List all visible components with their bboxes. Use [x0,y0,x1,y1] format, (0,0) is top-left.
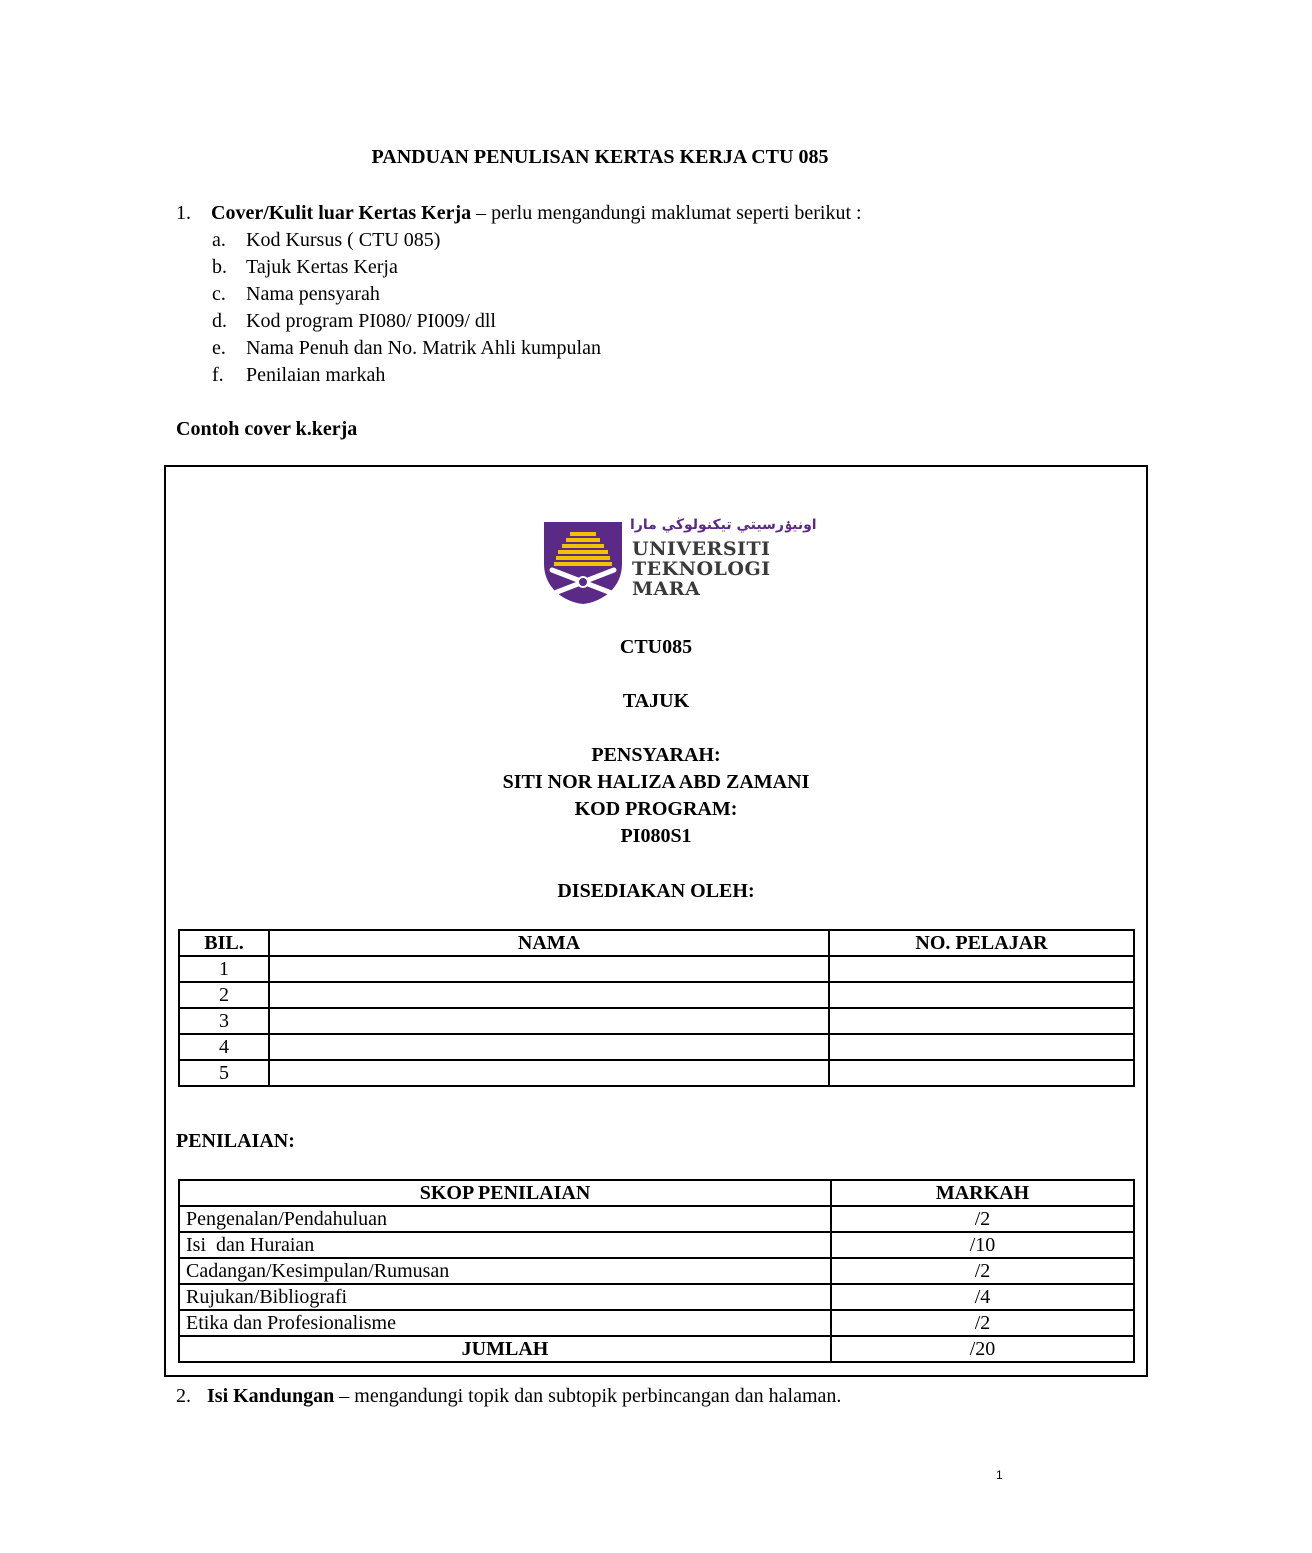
nama-cell[interactable] [269,982,829,1008]
list-item [212,282,380,306]
list-letter: a. [212,229,226,251]
list-item [212,228,440,252]
list-letter: b. [212,256,227,278]
list-text: Penilaian markah [246,364,386,386]
skop-cell: Etika dan Profesionalisme [179,1310,831,1336]
header-nama: NAMA [269,930,829,956]
section-1-number: 1. [176,202,191,224]
cover-course-code: CTU085 [619,636,693,658]
cover-pensyarah-name: SITI NOR HALIZA ABD ZAMANI [502,771,810,793]
logo-wordmark [632,539,771,599]
row-number: 5 [179,1060,269,1086]
cover-pensyarah-label: PENSYARAH: [591,744,721,766]
section-2-description: – mengandungi topik dan subtopik perbincangan dan halaman. [334,1385,842,1407]
table-row [179,1060,1134,1086]
table-row [179,982,1134,1008]
skop-cell: Cadangan/Kesimpulan/Rumusan [179,1258,831,1284]
list-letter: d. [212,310,227,332]
list-letter: c. [212,283,226,305]
skop-cell: Isi dan Huraian [179,1232,831,1258]
list-letter: f. [212,364,224,386]
section-2-heading: Isi Kandungan [207,1385,335,1407]
row-number: 2 [179,982,269,1008]
table-header-row [179,930,1134,956]
no-pelajar-cell[interactable] [829,982,1134,1008]
list-item [212,309,496,333]
total-label: JUMLAH [179,1336,831,1362]
list-letter: e. [212,337,226,359]
list-text: Tajuk Kertas Kerja [246,256,398,278]
cover-kod-program-label: KOD PROGRAM: [574,798,738,820]
table-header-row [179,1180,1134,1206]
table-row [179,1206,1134,1232]
table-row [179,1284,1134,1310]
cover-tajuk: TAJUK [622,690,690,712]
markah-cell: /10 [831,1232,1134,1258]
nama-cell[interactable] [269,1060,829,1086]
section-2-number: 2. [176,1385,191,1407]
nama-cell[interactable] [269,1008,829,1034]
members-table [178,929,1135,1087]
logo-line-universiti: UNIVERSITI [632,538,771,560]
table-row [179,1258,1134,1284]
section-2-line [176,1384,841,1408]
total-value: /20 [831,1336,1134,1362]
list-text: Kod program PI080/ PI009/ dll [246,310,496,332]
section-1-heading: Cover/Kulit luar Kertas Kerja [211,202,472,224]
table-row [179,1008,1134,1034]
no-pelajar-cell[interactable] [829,1008,1134,1034]
total-row [179,1336,1134,1362]
no-pelajar-cell[interactable] [829,956,1134,982]
list-item [212,336,601,360]
page-number: 1 [996,1468,1003,1482]
document-title: PANDUAN PENULISAN KERTAS KERJA CTU 085 [371,146,829,168]
no-pelajar-cell[interactable] [829,1034,1134,1060]
logo-line-mara: MARA [632,578,701,600]
skop-cell: Rujukan/Bibliografi [179,1284,831,1310]
list-text: Nama pensyarah [246,283,380,305]
cover-disediakan-oleh: DISEDIAKAN OLEH: [557,880,755,902]
no-pelajar-cell[interactable] [829,1060,1134,1086]
list-item [212,363,385,387]
list-text: Nama Penuh dan No. Matrik Ahli kumpulan [246,337,601,359]
marks-table [178,1179,1135,1363]
markah-cell: /2 [831,1310,1134,1336]
header-bil: BIL. [179,930,269,956]
markah-cell: /4 [831,1284,1134,1310]
list-text: Kod Kursus ( CTU 085) [246,229,441,251]
header-no-pelajar: NO. PELAJAR [829,930,1134,956]
nama-cell[interactable] [269,956,829,982]
table-row [179,1310,1134,1336]
table-row [179,1034,1134,1060]
section-1-description: – perlu mengandungi maklumat seperti berikut : [471,202,862,224]
cover-kod-program: PI080S1 [620,825,692,847]
header-markah: MARKAH [831,1180,1134,1206]
table-row [179,1232,1134,1258]
row-number: 4 [179,1034,269,1060]
row-number: 1 [179,956,269,982]
nama-cell[interactable] [269,1034,829,1060]
section-1-line [176,201,862,225]
example-heading: Contoh cover k.kerja [176,418,358,440]
markah-cell: /2 [831,1258,1134,1284]
penilaian-label: PENILAIAN: [176,1130,295,1152]
logo-arabic-text: اونيۏرسيتي تيكنولوڬي مارا [630,517,817,533]
header-skop-penilaian: SKOP PENILAIAN [179,1180,831,1206]
markah-cell: /2 [831,1206,1134,1232]
table-row [179,956,1134,982]
list-item [212,255,398,279]
skop-cell: Pengenalan/Pendahuluan [179,1206,831,1232]
row-number: 3 [179,1008,269,1034]
logo-line-teknologi: TEKNOLOGI [632,558,771,580]
